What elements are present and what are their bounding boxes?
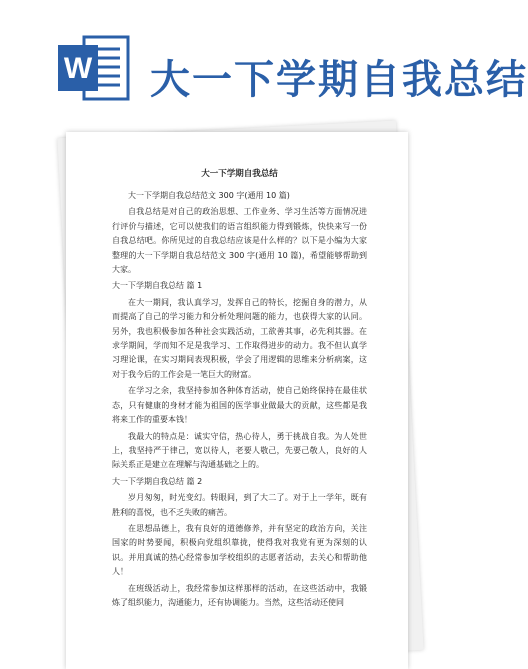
banner — [0, 0, 528, 120]
body-paragraph: 大一下学期自我总结范文 300 字(通用 10 篇) — [128, 191, 290, 200]
word-icon-letter: W — [63, 52, 93, 85]
body-paragraph: 岁月匆匆，时光变幻。转眼间，到了大二了。对于上一学年，既有胜利的喜悦，也不乏失败的痛苦。 — [112, 493, 367, 517]
document-content — [112, 167, 367, 612]
banner-title: 大一下学期自我总结 — [150, 57, 528, 103]
body-paragraph: 自我总结是对自己的政治思想、工作业务、学习生活等方面情况进行评价与描述，它可以使我们的语言组织能力得到锻炼，快快来写一份自我总结吧。你所见过的自我总结应该是什么样的？以下是小编为大家整理的大一下学期自我总结范文 300 字(通用 10 篇)，希望能够帮助到大家。 — [112, 207, 367, 275]
body-paragraph: 我最大的特点是：诚实守信，热心待人，勇于挑战自我。为人处世上，我坚持严于律己，宽以待人，老要人敬己，先要己敬人，良好的人际关系正是建立在理解与沟通基础之上的。 — [112, 431, 367, 470]
document-page — [66, 132, 408, 669]
body-paragraph: 在班级活动上，我经常参加这样那样的活动，在这些活动中，我锻炼了组织能力，沟通能力，还有协调能力。当然，这些活动还使同 — [112, 583, 367, 607]
document-title: 大一下学期自我总结 — [201, 169, 278, 179]
body-paragraph: 在大一期间，我认真学习，发挥自己的特长，挖掘自身的潜力，从而提高了自己的学习能力和分析处理问题的能力，也获得大家的认同。另外，我也积极参加各种社会实践活动，工欲善其事，必先利其器。在求学期间，学而知不足是我学习、工作取得进步的动力。我不但认真学习理论课，在实习期间表现积极，学会了用逻辑的思维来分析病案，这对于我今后的工作会是一笔巨大的财富。 — [112, 297, 367, 379]
body-paragraph: 在思想品德上，我有良好的道德修养，并有坚定的政治方向，关注国家的时势要闻，积极向党组织靠拢，使得我对我党有更为深刻的认识。并用真诚的热心经常参加学校组织的志愿者活动，去关心和帮助他人！ — [112, 523, 367, 577]
section-heading: 大一下学期自我总结 篇 1 — [112, 281, 203, 291]
word-document-icon — [54, 33, 134, 105]
body-paragraph: 在学习之余，我坚持参加各种体育活动，使自己始终保持在最佳状态，只有健康的身材才能为祖国的医学事业做最大的贡献，这些都是我将来工作的重要本钱！ — [112, 386, 367, 425]
section-heading: 大一下学期自我总结 篇 2 — [112, 476, 203, 486]
document-body — [112, 189, 367, 610]
